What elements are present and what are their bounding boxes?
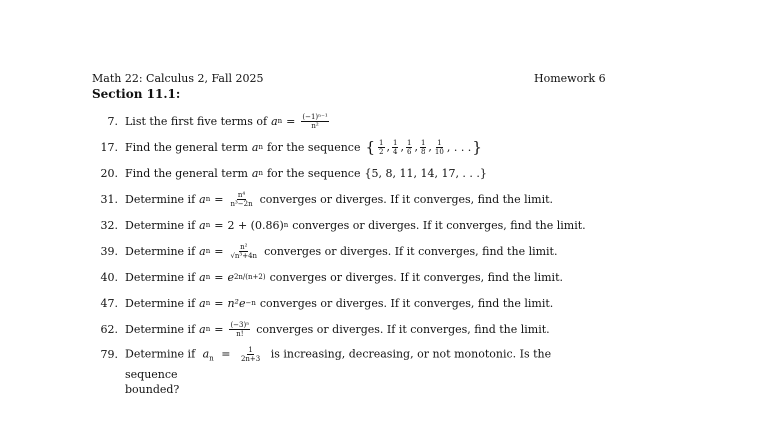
- math-fraction: [229, 191, 253, 208]
- problem-number: 79.: [100, 348, 118, 361]
- problem-text: Determine if: [125, 270, 196, 284]
- math-sub: n: [258, 169, 263, 177]
- math-sub: n: [205, 221, 211, 229]
- math-eq: =: [214, 270, 224, 284]
- fraction-numerator: 1: [420, 138, 426, 147]
- fraction-denominator: √n³+4n: [230, 251, 258, 260]
- math-lhs: a: [271, 114, 278, 128]
- problem-text-mid: for the sequence: [266, 140, 361, 154]
- problem-text-post: converges or diverges. If it converges, find the limit.: [292, 218, 586, 232]
- math-lhs: a: [202, 347, 210, 361]
- fraction-denominator: 4: [393, 147, 398, 156]
- math-lhs: a: [199, 296, 206, 310]
- problem-text-mid: for the sequence: [266, 166, 361, 180]
- sequence-comma: ,: [428, 140, 432, 153]
- math-lhs: a: [199, 322, 206, 336]
- open-brace: {: [365, 138, 376, 156]
- problem-32: [92, 212, 612, 238]
- sequence-term: [392, 139, 398, 156]
- fraction-denominator: n³−2n: [230, 199, 253, 208]
- fraction-numerator: 1: [248, 346, 253, 354]
- fraction-denominator: 2n+3: [240, 355, 261, 363]
- problem-47: [92, 290, 612, 316]
- problem-39: [92, 238, 612, 264]
- math-sub: n: [205, 247, 211, 255]
- fraction-numerator: n²: [240, 242, 248, 251]
- problem-text-post: converges or diverges. If it converges, find the limit.: [269, 270, 563, 284]
- fraction-numerator: 1: [379, 138, 384, 147]
- math-expr: n²e: [227, 296, 246, 310]
- fraction-numerator: (−3)ⁿ: [230, 320, 250, 329]
- problem-text: Determine if: [125, 244, 196, 258]
- fraction-denominator: 2: [379, 147, 384, 156]
- problem-list: [92, 108, 612, 396]
- section-heading: Section 11.1:: [92, 87, 181, 101]
- math-eq: =: [214, 218, 224, 232]
- math-sup: −n: [245, 299, 256, 307]
- problem-text-post2: bounded?: [125, 382, 180, 396]
- problem-number: 39.: [100, 244, 118, 258]
- math-lhs: a: [251, 166, 259, 180]
- math-sub: n: [277, 117, 283, 125]
- sequence-comma: ,: [386, 140, 390, 153]
- math-fraction: [301, 113, 328, 130]
- math-expr: 2 + (0.86): [227, 218, 284, 232]
- problem-text: Determine if: [125, 296, 196, 310]
- sequence-term: [378, 139, 384, 156]
- math-lhs: a: [199, 270, 206, 284]
- math-sub: n: [205, 299, 211, 307]
- problem-text-post: converges or diverges. If it converges, find the limit.: [259, 192, 554, 206]
- problem-79: [92, 342, 612, 396]
- math-expr: e: [227, 270, 234, 284]
- problem-number: 47.: [100, 296, 118, 310]
- math-sub: n: [209, 354, 214, 363]
- problem-number: 17.: [100, 140, 118, 154]
- problem-text: Determine if: [125, 218, 196, 232]
- problem-text-post: is increasing, decreasing, or not monotonic. Is the sequence: [125, 347, 552, 381]
- math-fraction: [229, 321, 250, 338]
- problem-text-post: converges or diverges. If it converges, find the limit.: [264, 244, 558, 258]
- close-brace: }: [472, 138, 482, 156]
- problem-number: 7.: [107, 114, 118, 128]
- fraction-numerator: n⁴: [237, 190, 246, 199]
- fraction-denominator: 8: [420, 147, 426, 156]
- math-lhs: a: [199, 244, 206, 258]
- fraction-denominator: n!: [236, 329, 244, 338]
- problem-text: Determine if: [125, 347, 196, 361]
- problem-text: Find the general term: [125, 166, 248, 180]
- math-eq: =: [286, 114, 296, 128]
- homework-label: Homework 6: [534, 72, 606, 85]
- math-sub: n: [258, 143, 263, 151]
- math-sub: n: [205, 273, 211, 281]
- math-sub: n: [205, 195, 211, 203]
- problem-7: [92, 108, 612, 134]
- problem-number: 32.: [100, 218, 118, 232]
- sequence-term: [420, 139, 426, 156]
- fraction-denominator: 10: [434, 147, 444, 156]
- sequence-term: [406, 139, 412, 156]
- math-sup: 2n/(n+2): [233, 273, 266, 281]
- sequence-terms: [376, 139, 447, 156]
- problem-text-post: converges or diverges. If it converges, find the limit.: [259, 296, 554, 310]
- fraction-numerator: 1: [437, 138, 442, 147]
- math-lhs: a: [199, 218, 206, 232]
- fraction-numerator: 1: [393, 138, 398, 147]
- problem-text: Determine if: [125, 192, 196, 206]
- sequence-comma: ,: [414, 140, 418, 153]
- problem-31: [92, 186, 612, 212]
- problem-20: [92, 160, 612, 186]
- problem-40: [92, 264, 612, 290]
- problem-number: 40.: [100, 270, 118, 284]
- math-fraction: [229, 243, 258, 260]
- problem-number: 62.: [100, 322, 118, 336]
- problem-text: List the first five terms of: [125, 114, 268, 128]
- math-eq: =: [214, 192, 224, 206]
- fraction-denominator: n²: [311, 121, 319, 130]
- fraction-numerator: (−1)ⁿ⁻¹: [302, 112, 328, 121]
- problem-number: 20.: [100, 166, 118, 180]
- problem-text: Determine if: [125, 322, 196, 336]
- sequence-comma: ,: [400, 140, 404, 153]
- math-eq: =: [214, 322, 224, 336]
- fraction-numerator: 1: [406, 138, 412, 147]
- math-sub: n: [205, 325, 211, 333]
- math-sup: n: [283, 221, 289, 229]
- math-lhs: a: [199, 192, 206, 206]
- sequence-tail: , . . .: [446, 140, 472, 154]
- math-eq: =: [214, 296, 224, 310]
- math-fraction: [240, 346, 261, 363]
- math-eq: =: [214, 244, 224, 258]
- problem-62: [92, 316, 612, 342]
- fraction-denominator: 6: [406, 147, 412, 156]
- problem-text-post: converges or diverges. If it converges, find the limit.: [256, 322, 550, 336]
- math-eq: =: [221, 347, 231, 361]
- problem-17: [92, 134, 612, 160]
- course-title: Math 22: Calculus 2, Fall 2025: [92, 72, 264, 85]
- problem-text: Find the general term: [125, 140, 248, 154]
- math-lhs: a: [251, 140, 259, 154]
- sequence-term: [434, 139, 445, 156]
- sequence-set: {5, 8, 11, 14, 17, . . .}: [364, 166, 487, 180]
- problem-number: 31.: [100, 192, 118, 206]
